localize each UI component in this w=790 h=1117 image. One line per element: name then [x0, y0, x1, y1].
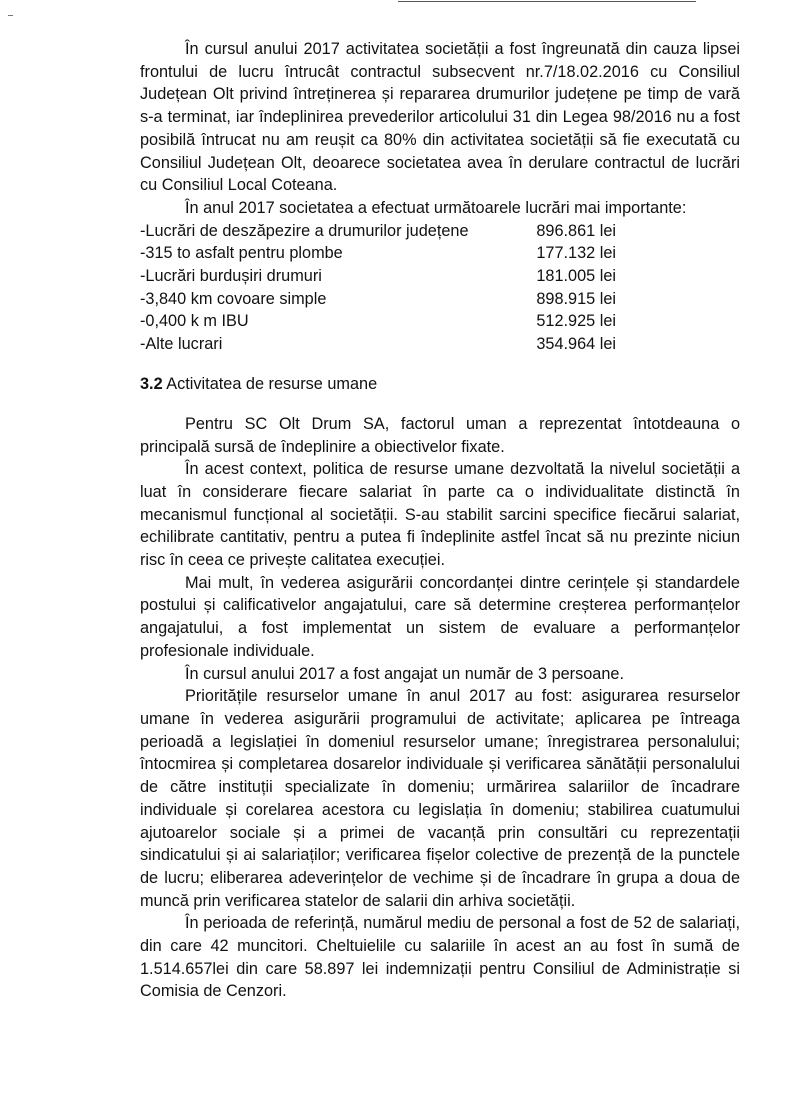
work-item: [140, 310, 740, 333]
work-item: [140, 333, 740, 356]
work-value: 898.915 lei: [536, 289, 616, 308]
work-value: 354.964 lei: [536, 335, 616, 354]
section-number: 3.2: [140, 374, 163, 393]
header-rule: [398, 1, 696, 2]
works-intro: În anul 2017 societatea a efectuat următoarele lucrări mai importante:: [185, 198, 687, 217]
paragraph: În perioada de referință, numărul mediu de personal a fost de 52 de salariați, din care 42 muncitori. Cheltuielile cu salariile în acest an au fost în sumă de 1.514.657lei din care 58.897 lei indemnizații pentru Consiliul de Administrație si Comisia de Cenzori.: [140, 914, 740, 1001]
work-desc: -Lucrări burdușiri drumuri: [140, 267, 322, 286]
work-value: 896.861 lei: [536, 221, 616, 240]
paragraph: În cursul anului 2017 a fost angajat un număr de 3 persoane.: [185, 664, 624, 683]
work-desc: -3,840 km covoare simple: [140, 289, 327, 308]
scan-mark: [8, 15, 13, 16]
work-item: [140, 220, 740, 243]
work-value: 181.005 lei: [536, 267, 616, 286]
works-list: [140, 220, 740, 356]
work-item: [140, 242, 740, 265]
work-desc: -Lucrări de deszăpezire a drumurilor județene: [140, 221, 469, 240]
work-item: [140, 265, 740, 288]
paragraph: În acest context, politica de resurse umane dezvoltată la nivelul societății a luat în considerare fiecare salariat în parte ca o individualitate distinctă în mecanismul funcțional al societății. S-au stabilit sarcini specifice fiecărui salariat, echilibrate cantitativ, pentru a putea fi îndeplinite astfel încat să nu prezinte niciun risc în ceea ce privește calitatea execuției.: [140, 460, 740, 570]
paragraph: Pentru SC Olt Drum SA, factorul uman a reprezentat întotdeauna o principală sursă de îndeplinire a obiectivelor fixate.: [140, 414, 740, 456]
document-page: [140, 38, 740, 1003]
work-desc: -315 to asfalt pentru plombe: [140, 244, 343, 263]
work-desc: -Alte lucrari: [140, 335, 223, 354]
spacer: [140, 397, 740, 413]
intro-paragraph: În cursul anului 2017 activitatea societății a fost îngreunată din cauza lipsei frontului de lucru întrucât contractul subsecvent nr.7/18.02.2016 cu Consiliul Județean Olt privind întreținerea și repararea drumurilor județene pe timp de vară s-a terminat, iar îndeplinirea prevederilor articolului 31 din Legea 98/2016 nu a fost posibilă întrucat nu am reușit ca 80% din activitatea societății să fie executată cu Consiliul Județean Olt, deoarece societatea avea în derulare contractul de lucrări cu Consiliul Local Coteana.: [140, 40, 740, 195]
work-desc: -0,400 k m IBU: [140, 312, 249, 331]
section-title: Activitatea de resurse umane: [166, 374, 378, 393]
work-value: 177.132 lei: [536, 244, 616, 263]
paragraph: Prioritățile resurselor umane în anul 2017 au fost: asigurarea resurselor umane în vederea asigurării programului de activitate; aplicarea pe întreaga perioadă a legislației în domeniul resurselor umane; înregistrarea personalului; întocmirea și completarea dosarelor individuale și verificarea sănătății personalului de către instituții specializate în domeniu; urmărirea salariilor de încadrare individuale și corelarea acestora cu legislația în domeniu; stabilirea cuatumului ajutoarelor sociale și a primei de vacanță prin consultări cu reprezentații sindicatului și ai salariaților; verificarea fișelor colective de prezență de la punctele de lucru; eliberarea adeverințelor de vechime și de încadrare în grupa a doua de muncă prin verificarea statelor de salarii din arhiva societății.: [140, 687, 740, 910]
work-item: [140, 288, 740, 311]
section-heading: [140, 371, 740, 397]
work-value: 512.925 lei: [536, 312, 616, 331]
paragraph: Mai mult, în vederea asigurării concordanței dintre cerințele și standardele postului și calificativelor angajatului, care să determine creșterea performanțelor angajatului, a fost implementat un sistem de evaluare a performanțelor profesionale individuale.: [140, 573, 740, 660]
